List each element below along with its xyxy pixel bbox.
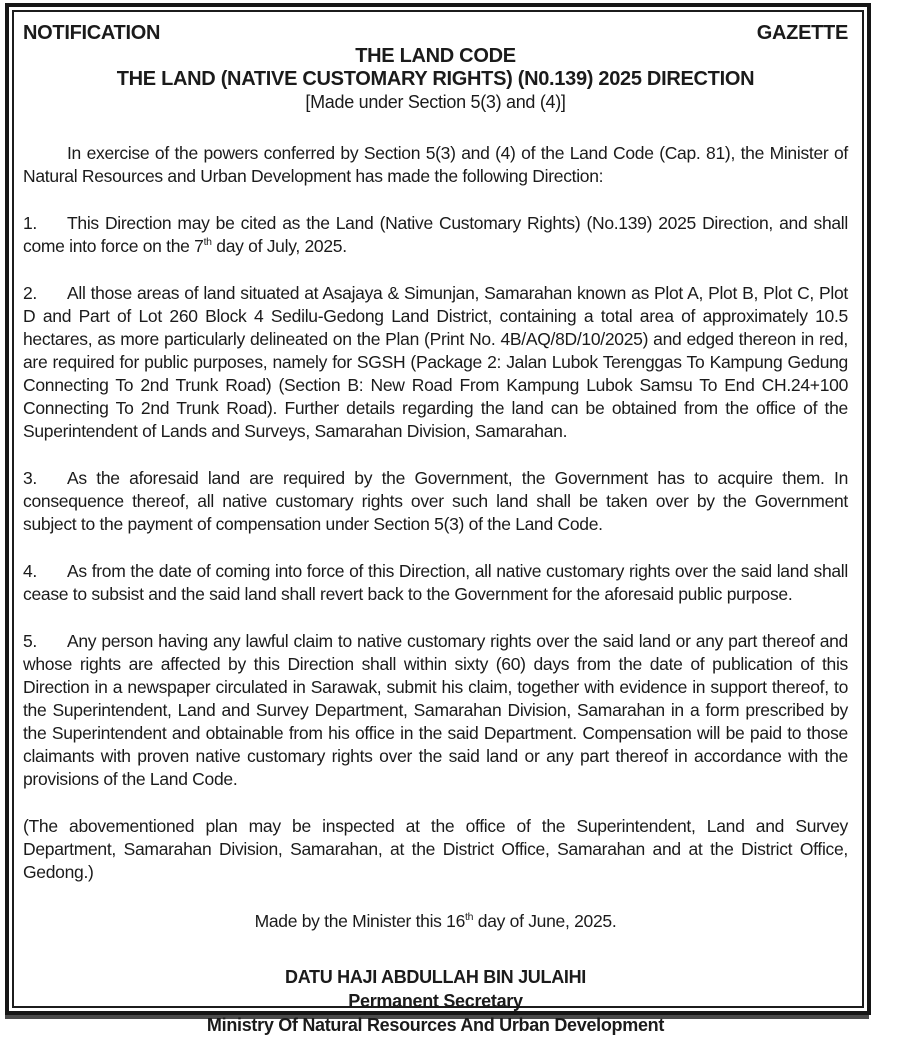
made-by-text: Made by the Minister this 16 bbox=[254, 911, 466, 931]
clause-2-number: 2. bbox=[23, 283, 37, 303]
made-by-ordinal-suffix: th bbox=[465, 911, 474, 924]
clause-1-number: 1. bbox=[23, 213, 37, 233]
preamble-paragraph: In exercise of the powers conferred by Section 5(3) and (4) of the Land Code (Cap. 81), the Minister of Natural Resources and Urban Development has made the following Direction: bbox=[23, 143, 848, 186]
clause-2-text: All those areas of land situated at Asajaya & Simunjan, Samarahan known as Plot A, Plot B, Plot C, Plot D and Part of Lot 260 Block 4 Sedilu-Gedong Land District, containing a total area of approximately 10.5 hectares, as more particularly delineated on the Plan (Print No. 4B/AQ/8D/10/2025) and edged thereon in red, are required for public purposes, namely for SGSH (Package 2: Jalan Lubok Terenggas To Kampung Gedung Connecting To 2nd Trunk Road) (Section B: New Road From Kampung Lubok Samsu To End CH.24+100 Connecting To 2nd Trunk Road). Further details regarding the land can be obtained from the office of the Superintendent of Lands and Surveys, Samarahan Division, Samarahan. bbox=[23, 283, 848, 441]
signature-block bbox=[23, 965, 848, 1037]
notification-label: NOTIFICATION bbox=[23, 22, 161, 44]
clause-5-number: 5. bbox=[23, 631, 37, 651]
clause-5-text: Any person having any lawful claim to native customary rights over the said land or any part thereof and whose rights are affected by this Direction shall within sixty (60) days from the date of publication of this Direction in a newspaper circulated in Sarawak, submit his claim, together with evidence in support thereof, to the Superintendent, Land and Survey Department, Samarahan Division, Samarahan in a form prescribed by the Superintendent and obtainable from his office in the said Department. Compensation will be paid to those claimants with proven native customary rights over the said land or any part thereof in accordance with the provisions of the Land Code. bbox=[23, 631, 848, 789]
outer-border-frame bbox=[5, 3, 871, 1035]
title-block bbox=[23, 45, 848, 114]
clause-4 bbox=[23, 560, 848, 606]
inner-border-frame bbox=[12, 10, 864, 1035]
made-under-note: [Made under Section 5(3) and (4)] bbox=[305, 92, 566, 112]
clause-2 bbox=[23, 282, 848, 443]
document-body bbox=[23, 142, 848, 1037]
clause-1-ordinal-suffix: th bbox=[203, 236, 212, 249]
clause-3-number: 3. bbox=[23, 468, 37, 488]
made-by-text-after: day of June, 2025. bbox=[473, 911, 617, 931]
clause-5 bbox=[23, 630, 848, 791]
signatory-ministry: Ministry Of Natural Resources And Urban Development bbox=[206, 1015, 665, 1035]
signatory-role: Permanent Secretary bbox=[348, 991, 523, 1011]
plan-inspection-note: (The abovementioned plan may be inspected at the office of the Superintendent, Land and Survey Department, Samarahan Division, Samarahan, at the District Office, Samarahan and at the District Office, Gedong.) bbox=[23, 816, 848, 882]
signatory-name: DATU HAJI ABDULLAH BIN JULAIHI bbox=[285, 967, 586, 987]
direction-title: THE LAND (NATIVE CUSTOMARY RIGHTS) (N0.139) 2025 DIRECTION bbox=[116, 68, 755, 90]
clause-1 bbox=[23, 212, 848, 258]
made-by-line bbox=[23, 910, 848, 933]
clause-3-text: As the aforesaid land are required by the Government, the Government has to acquire them. In consequence thereof, all native customary rights over such land shall be taken over by the Government subject to the payment of compensation under Section 5(3) of the Land Code. bbox=[23, 468, 848, 534]
land-code-title: THE LAND CODE bbox=[355, 45, 516, 67]
clause-4-text: As from the date of coming into force of this Direction, all native customary rights over the said land shall cease to subsist and the said land shall revert back to the Government for the aforesaid public purpose. bbox=[23, 561, 848, 604]
masthead bbox=[23, 21, 848, 45]
clause-1-text: This Direction may be cited as the Land (Native Customary Rights) (No.139) 2025 Direction, and shall come into force on the 7 bbox=[23, 213, 848, 256]
clause-1-text-after: day of July, 2025. bbox=[211, 236, 347, 256]
gazette-label: GAZETTE bbox=[756, 22, 848, 44]
clause-3 bbox=[23, 467, 848, 536]
clause-4-number: 4. bbox=[23, 561, 37, 581]
